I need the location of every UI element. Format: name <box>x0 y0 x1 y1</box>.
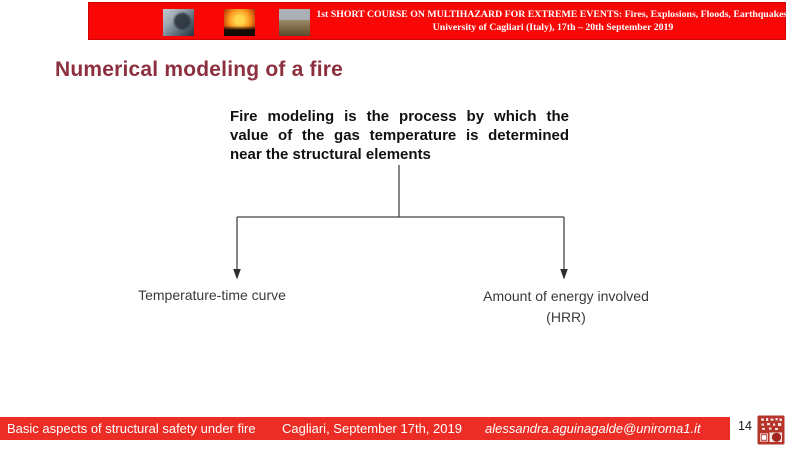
branch-label-energy-line1: Amount of energy involved <box>483 288 649 304</box>
footer-course-title: Basic aspects of structural safety under fire <box>7 421 256 436</box>
university-seal-logo <box>757 415 785 445</box>
footer-location-date: Cagliari, September 17th, 2019 <box>282 421 462 436</box>
footer-bar <box>0 417 730 440</box>
definition-line: near the structural elements <box>230 146 431 163</box>
page-title: Numerical modeling of a fire <box>55 58 343 81</box>
course-banner-line1: 1st SHORT COURSE ON MULTIHAZARD FOR EXTREME EVENTS: Fires, Explosions, Floods, Earthquakes, <box>316 8 790 20</box>
arrow-down-icon <box>233 269 241 280</box>
branch-label-temperature-time-curve: Temperature-time curve <box>138 287 286 303</box>
page-number: 14 <box>738 419 752 433</box>
branch-label-energy-line2: (HRR) <box>546 309 586 325</box>
footer-email: alessandra.aguinagalde@uniroma1.it <box>485 421 701 436</box>
branch-label-energy-involved <box>466 286 666 328</box>
course-banner-line2: University of Cagliari (Italy), 17th – 20th September 2019 <box>432 22 674 33</box>
definition-line: Fire modeling is the process by which the <box>230 108 569 125</box>
arrow-down-icon <box>560 269 568 280</box>
definition-line: value of the gas temperature is determined <box>230 127 569 144</box>
